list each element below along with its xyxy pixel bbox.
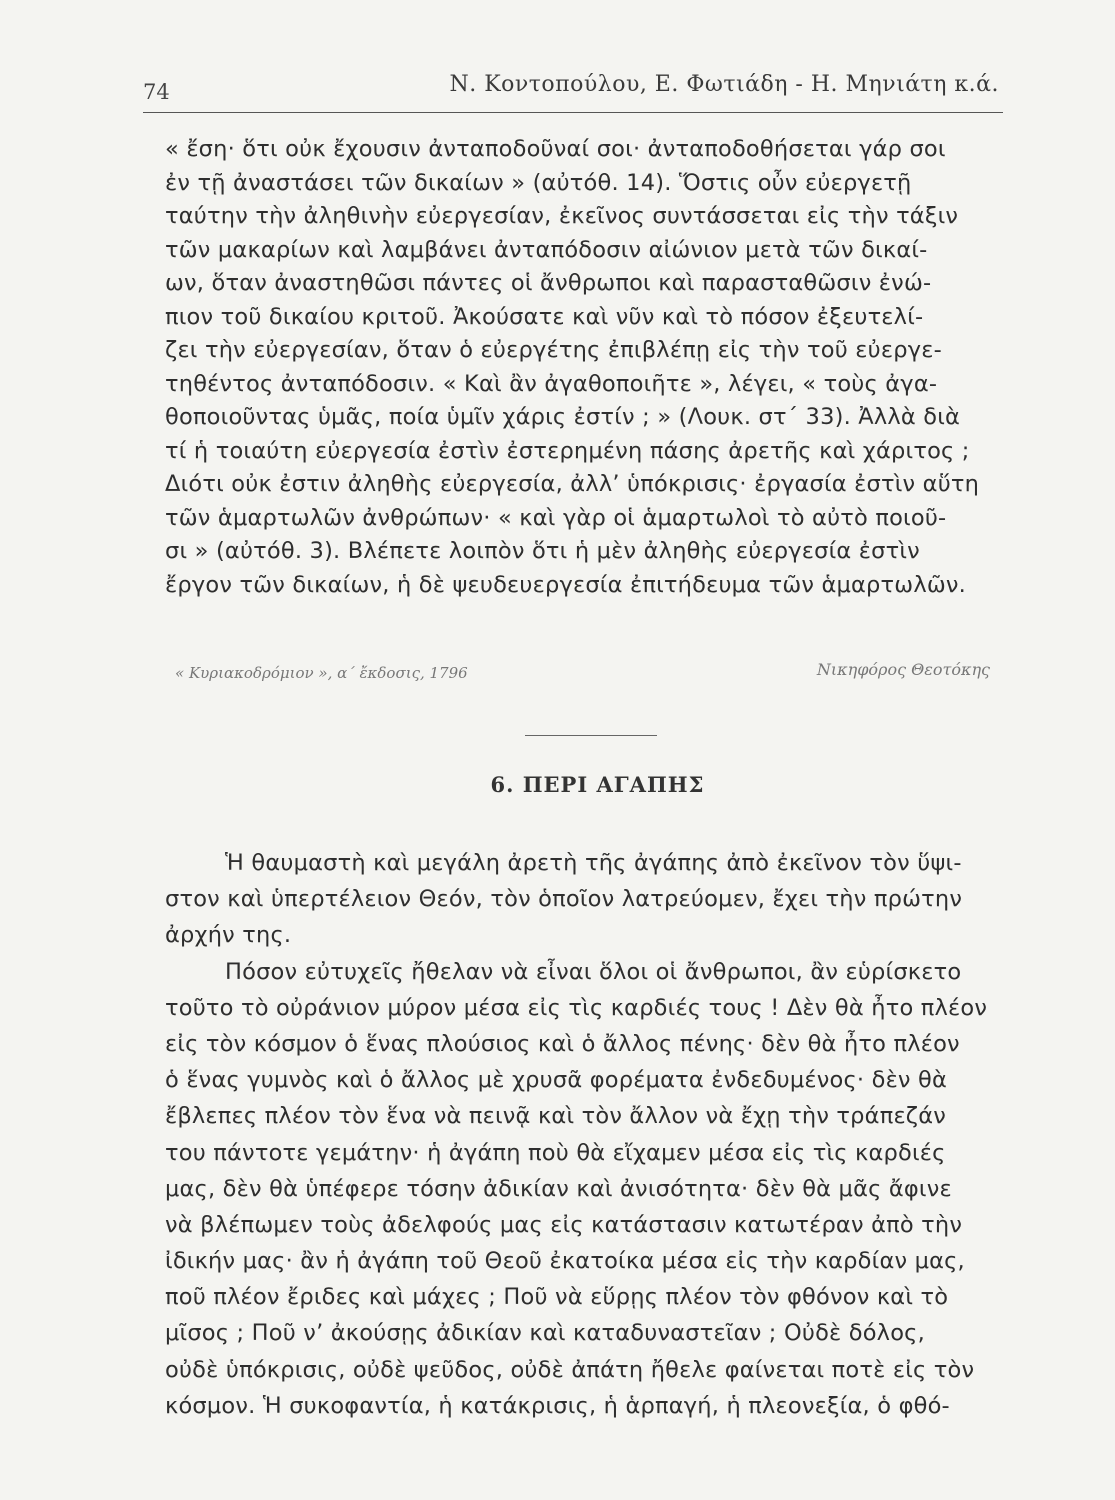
text-line: ων, ὅταν ἀναστηθῶσι πάντες οἱ ἄνθρωποι καὶ παρασταθῶσιν ἐνώ- <box>165 270 932 296</box>
text-line: ζει τὴν εὐεργεσίαν, ὅταν ὁ εὐεργέτης ἐπιβλέπῃ εἰς τὴν τοῦ εὐεργε- <box>165 337 942 363</box>
text-line: κόσμον. Ἡ συκοφαντία, ἡ κατάκρισις, ἡ ἁρπαγή, ἡ πλεονεξία, ὁ φθό- <box>165 1392 950 1419</box>
source-author: Νικηφόρος Θεοτόκης <box>816 660 990 679</box>
text-line: πιον τοῦ δικαίου κριτοῦ. Ἀκούσατε καὶ νῦν καὶ τὸ πόσον ἐξευτελί- <box>165 303 924 330</box>
text-line: ὁ ἕνας γυμνὸς καὶ ὁ ἄλλος μὲ χρυσᾶ φορέματα ἐνδεδυμένος· δὲν θὰ <box>165 1067 948 1094</box>
text-line: μας, δὲν θὰ ὑπέφερε τόσην ἀδικίαν καὶ ἀνισότητα· δὲν θὰ μᾶς ἄφινε <box>165 1175 952 1202</box>
text-line: οὐδὲ ὑπόκρισις, οὐδὲ ψεῦδος, οὐδὲ ἀπάτη ἤθελε φαίνεται ποτὲ εἰς τὸν <box>165 1356 975 1383</box>
source-attribution <box>175 660 990 688</box>
text-line: νὰ βλέπωμεν τοὺς ἀδελφούς μας εἰς κατάστασιν κατωτέραν ἀπὸ τὴν <box>165 1211 963 1238</box>
text-line: εἰς τὸν κόσμον ὁ ἕνας πλούσιος καὶ ὁ ἄλλος πένης· δὲν θὰ ἦτο πλέον <box>165 1030 960 1057</box>
text-line: « ἔση· ὅτι οὐκ ἔχουσιν ἀνταποδοῦναί σοι· ἀνταποδοθήσεται γάρ σοι <box>165 136 946 162</box>
text-line: στον καὶ ὑπερτέλειον Θεόν, τὸν ὁποῖον λατρεύομεν, ἔχει τὴν πρώτην <box>165 886 963 913</box>
text-line: τῶν μακαρίων καὶ λαμβάνει ἀνταπόδοσιν αἰώνιον μετὰ τῶν δικαί- <box>165 236 928 263</box>
section-divider <box>525 735 657 736</box>
page-number: 74 <box>143 80 170 104</box>
text-line: Διότι οὐκ ἐστιν ἀληθὴς εὐεργεσία, ἀλλ’ ὑπόκρισις· ἐργασία ἐστὶν αὕτη <box>165 471 980 497</box>
section-heading: 6. ΠΕΡΙ ΑΓΑΠΗΣ <box>490 772 705 797</box>
text-line: θοποιοῦντας ὑμᾶς, ποία ὑμῖν χάρις ἐστίν ; » (Λουκ. στ΄ 33). Ἀλλὰ διὰ <box>165 404 961 430</box>
top-passage <box>165 133 1015 602</box>
text-line: τί ἡ τοιαύτη εὐεργεσία ἐστὶν ἐστερημένη πάσης ἀρετῆς καὶ χάριτος ; <box>165 437 970 464</box>
text-line: ταύτην τὴν ἀληθινὴν εὐεργεσίαν, ἐκεῖνος συντάσσεται εἰς τὴν τάξιν <box>165 203 959 229</box>
text-line: μῖσος ; Ποῦ ν’ ἀκούσῃς ἀδικίαν καὶ καταδυναστεῖαν ; Οὐδὲ δόλος, <box>165 1320 925 1347</box>
text-line: ἔβλεπες πλέον τὸν ἕνα νὰ πεινᾷ καὶ τὸν ἄλλον νὰ ἔχῃ τὴν τράπεζάν <box>165 1103 947 1130</box>
text-line: ἀρχήν της. <box>165 922 292 949</box>
text-line: Ἡ θαυμαστὴ καὶ μεγάλη ἀρετὴ τῆς ἀγάπης ἀπὸ ἐκεῖνον τὸν ὕψι- <box>225 850 962 876</box>
text-line: ποῦ πλέον ἔριδες καὶ μάχες ; Ποῦ νὰ εὕρῃς πλέον τὸν φθόνον καὶ τὸ <box>165 1284 949 1311</box>
text-line: τῶν ἁμαρτωλῶν ἀνθρώπων· « καὶ γὰρ οἱ ἁμαρτωλοὶ τὸ αὐτὸ ποιοῦ- <box>165 504 947 531</box>
source-work: « Κυριακοδρόμιον », α΄ ἔκδοσις, 1796 <box>175 664 468 682</box>
running-head: Ν. Κοντοπούλου, Ε. Φωτιάδη - Η. Μηνιάτη κ.ά. <box>449 72 999 97</box>
text-line: του πάντοτε γεμάτην· ἡ ἀγάπη ποὺ θὰ εἴχαμεν μέσα εἰς τὶς καρδιές <box>165 1139 946 1166</box>
page-header <box>143 72 1003 113</box>
text-line: τηθέντος ἀνταπόδοσιν. « Καὶ ἂν ἀγαθοποιῆτε », λέγει, « τοὺς ἀγα- <box>165 370 938 397</box>
text-line: Πόσον εὐτυχεῖς ἤθελαν νὰ εἶναι ὅλοι οἱ ἄνθρωποι, ἂν εὑρίσκετο <box>225 958 962 985</box>
text-line: τοῦτο τὸ οὐράνιον μύρον μέσα εἰς τὶς καρδιές τους ! Δὲν θὰ ἦτο πλέον <box>165 994 988 1021</box>
text-line: ἔργον τῶν δικαίων, ἡ δὲ ψευδευεργεσία ἐπιτήδευμα τῶν ἁμαρτωλῶν. <box>165 571 967 598</box>
text-line: σι » (αὐτόθ. 3). Βλέπετε λοιπὸν ὅτι ἡ μὲν ἀληθὴς εὐεργεσία ἐστὶν <box>165 538 920 564</box>
text-line: ἐν τῇ ἀναστάσει τῶν δικαίων » (αὐτόθ. 14). Ὅστις οὖν εὐεργετῇ <box>165 169 912 196</box>
text-line: ἰδικήν μας· ἂν ἡ ἀγάπη τοῦ Θεοῦ ἐκατοίκα μέσα εἰς τὴν καρδίαν μας, <box>165 1248 965 1275</box>
bottom-passage <box>165 845 1015 1424</box>
